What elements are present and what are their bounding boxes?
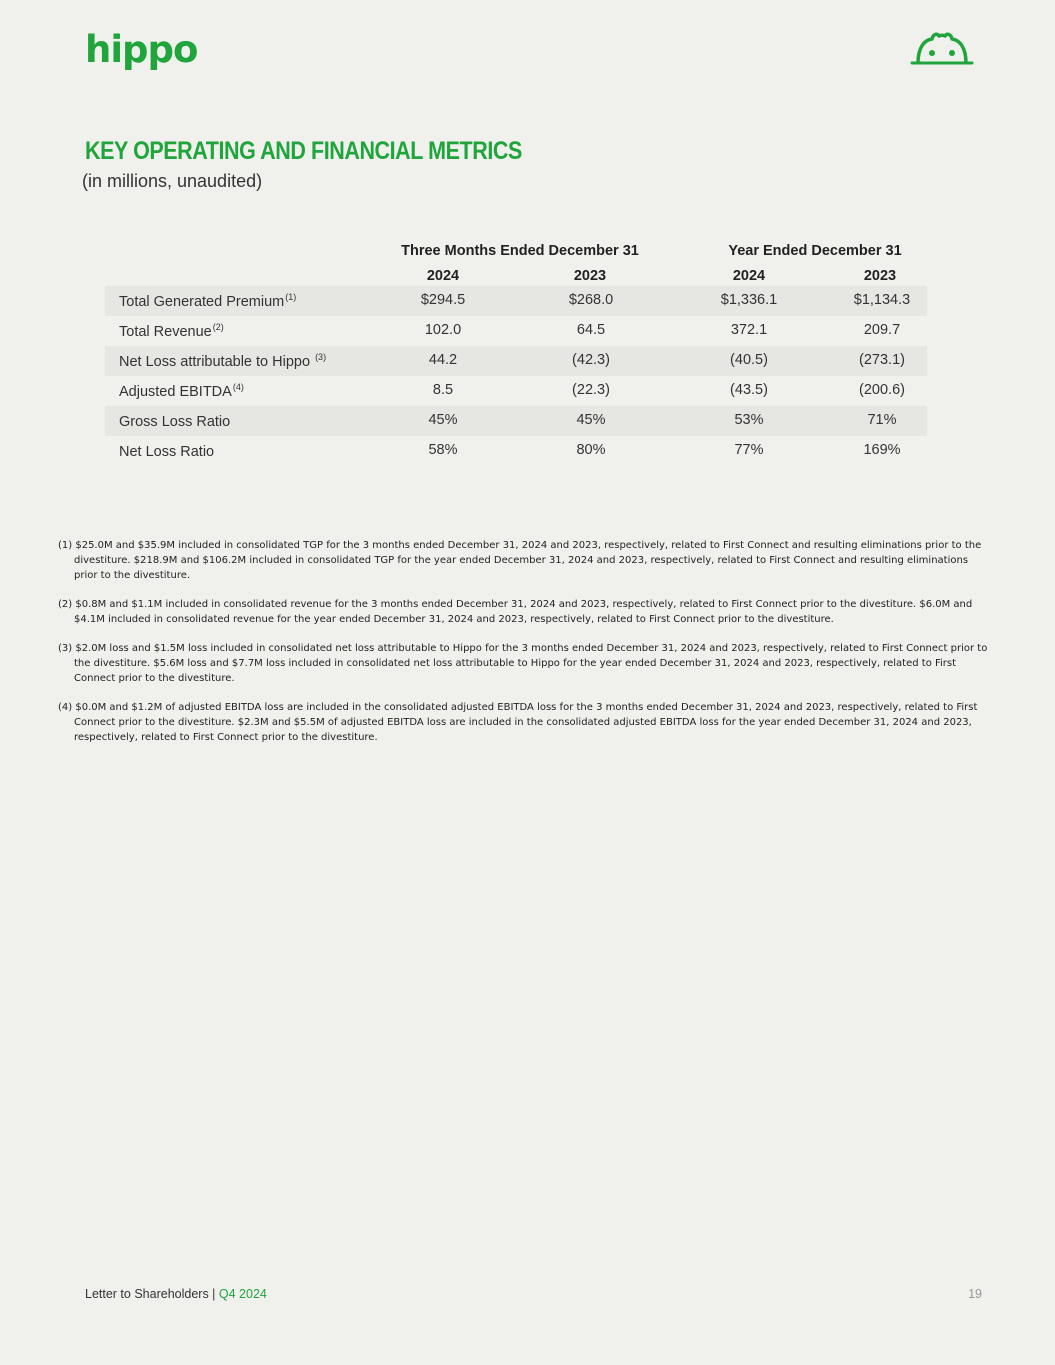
cell-value: $268.0: [568, 292, 614, 308]
footnotes: [58, 528, 990, 759]
cell-value: (42.3): [572, 352, 610, 368]
cell-value: $1,134.3: [853, 292, 911, 308]
table-row: [105, 406, 927, 436]
footnote: (3) $2.0M loss and $1.5M loss included in consolidated net loss attributable to Hippo for the 3 months ended December 31, 2024 and 2023, respectively, related to First Connect prior to the divestiture. $5.6M loss and $7.7M loss included in consolidated net loss attributable to Hippo for the year ended December 31, 2024 and 2023, respectively, related to First Connect prior to the divestiture.: [58, 643, 988, 684]
year-header: 2023: [863, 268, 897, 284]
cell-value: 169%: [863, 442, 901, 458]
page-footer: [85, 1287, 267, 1301]
cell-value: (43.5): [730, 382, 768, 398]
cell-value: 53%: [734, 412, 764, 428]
table-row: [105, 436, 927, 466]
footer-text: Letter to Shareholders |: [85, 1287, 219, 1301]
cell-value: 8.5: [432, 382, 454, 398]
table-row: [105, 376, 927, 406]
page-title: KEY OPERATING AND FINANCIAL METRICS: [85, 137, 522, 165]
table-row: [105, 316, 927, 346]
year-header: 2024: [426, 268, 460, 284]
page-subtitle: (in millions, unaudited): [82, 171, 263, 191]
table-row: [105, 286, 927, 316]
group-header-year: Year Ended December 31: [728, 243, 902, 259]
cell-value: 45%: [576, 412, 606, 428]
cell-value: 209.7: [863, 322, 901, 338]
cell-value: $294.5: [420, 292, 466, 308]
footnote: (1) $25.0M and $35.9M included in consolidated TGP for the 3 months ended December 31, 2024 and 2023, respectively, related to First Connect and resulting eliminations prior to the divestiture. $218.9M and $106.2M included in consolidated TGP for the year ended December 31, 2024 and 2023, respectively, related to First Connect and resulting eliminations prior to the divestiture.: [58, 540, 982, 581]
cell-value: (200.6): [859, 382, 905, 398]
footnote: (2) $0.8M and $1.1M included in consolidated revenue for the 3 months ended December 31, 2024 and 2023, respectively, related to First Connect prior to the divestiture. $6.0M and $4.1M included in consolidated revenue for the year ended December 31, 2024 and 2023, respectively, related to First Connect prior to the divestiture.: [58, 599, 973, 625]
row-label: Total Revenue$^{(2)}$: [119, 322, 224, 340]
cell-value: 102.0: [424, 322, 462, 338]
table-row: [105, 346, 927, 376]
hippo-logo: hippo: [85, 28, 198, 71]
footnote: (4) $0.0M and $1.2M of adjusted EBITDA loss are included in the consolidated adjusted EBITDA loss for the 3 months ended December 31, 2024 and 2023, respectively, related to First Connect prior to the divestiture. $2.3M and $5.5M of adjusted EBITDA loss are included in the consolidated adjusted EBITDA loss for the year ended December 31, 2024 and 2023, respectively, related to First Connect prior to the divestiture.: [58, 702, 978, 743]
cell-value: (22.3): [572, 382, 610, 398]
cell-value: 80%: [576, 442, 606, 458]
cell-value: 71%: [867, 412, 897, 428]
row-label: Net Loss Ratio: [119, 444, 215, 460]
row-label: Adjusted EBITDA$^{(4)}$: [119, 382, 244, 400]
cell-value: 64.5: [576, 322, 606, 338]
footer-quarter: Q4 2024: [218, 1287, 267, 1301]
row-label: Net Loss attributable to Hippo $^{(3)}$: [119, 352, 327, 370]
group-header-three-months: Three Months Ended December 31: [401, 243, 639, 259]
row-label: Gross Loss Ratio: [119, 414, 231, 430]
page-number: 19: [968, 1287, 982, 1301]
cell-value: (273.1): [859, 352, 905, 368]
hippo-mascot-icon: [908, 30, 976, 66]
cell-value: 45%: [428, 412, 458, 428]
cell-value: $1,336.1: [720, 292, 778, 308]
cell-value: (40.5): [730, 352, 768, 368]
cell-value: 44.2: [428, 352, 458, 368]
year-header: 2023: [573, 268, 607, 284]
cell-value: 77%: [734, 442, 764, 458]
cell-value: 58%: [428, 442, 458, 458]
row-label: Total Generated Premium$^{(1)}$: [119, 292, 297, 310]
year-header: 2024: [732, 268, 766, 284]
cell-value: 372.1: [730, 322, 768, 338]
